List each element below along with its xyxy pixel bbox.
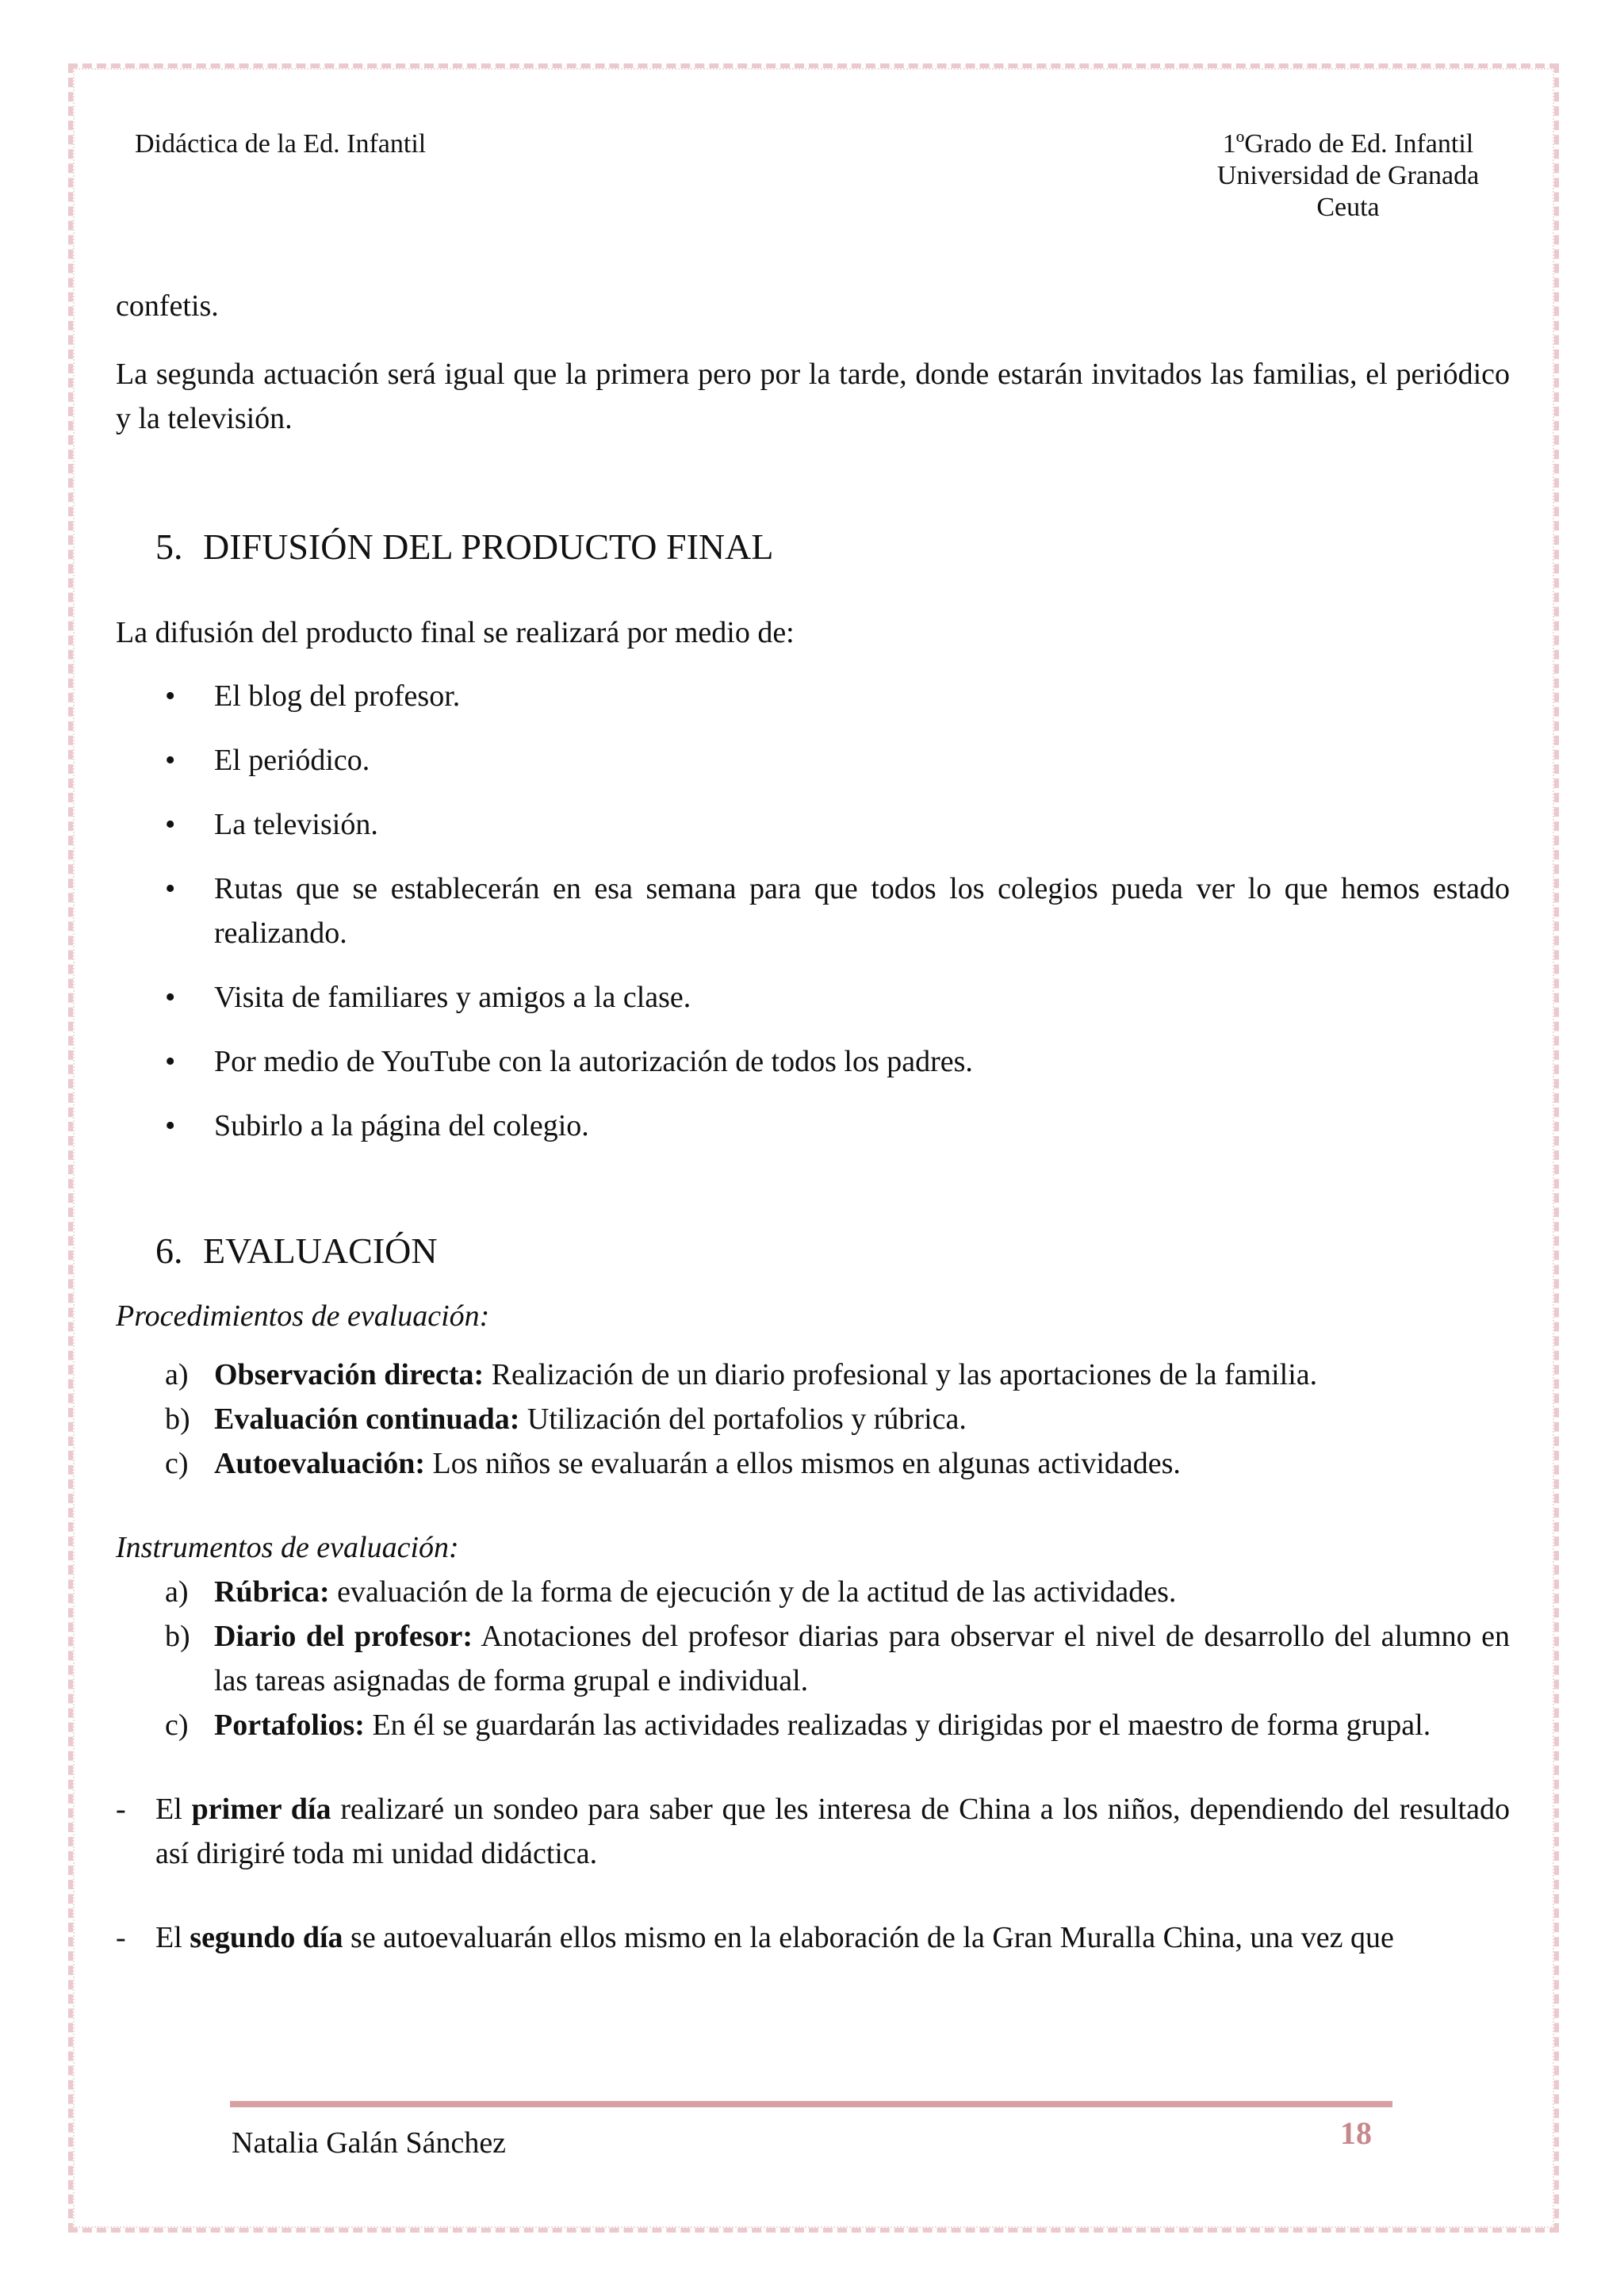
intro-paragraph: La segunda actuación será igual que la primera pero por la tarde, donde estarán invitados las familias, el periódico y la televisión. xyxy=(116,358,1510,435)
list-item: • Por medio de YouTube con la autorización de todos los padres. xyxy=(116,1039,1510,1084)
section-6-number: 6. xyxy=(155,1230,183,1271)
page-number: 18 xyxy=(1340,2115,1372,2151)
list-item: a) Rúbrica: evaluación de la forma de ejecución y de la actitud de las actividades. xyxy=(165,1575,1177,1609)
list-item: • Visita de familiares y amigos a la clase. xyxy=(116,975,1510,1020)
instruments-list xyxy=(116,1570,1510,1747)
list-item: • Rutas que se establecerán en esa semana para que todos los colegios pueda ver lo que hemos estado realizando. xyxy=(116,867,1510,955)
list-item: b) Evaluación continuada: Utilización del portafolios y rúbrica. xyxy=(165,1402,967,1436)
page-content xyxy=(116,284,1510,1960)
list-item: • El periódico. xyxy=(116,738,1510,783)
bullet-icon: • xyxy=(165,872,176,905)
section-5-lead: La difusión del producto final se realizará por medio de: xyxy=(116,616,795,649)
list-item: • Subirlo a la página del colegio. xyxy=(116,1104,1510,1148)
header-city: Ceuta xyxy=(1316,193,1380,222)
footer-rule xyxy=(230,2101,1392,2107)
list-item: • El blog del profesor. xyxy=(116,674,1510,718)
section-6-title: EVALUACIÓN xyxy=(203,1230,438,1271)
bullet-icon: • xyxy=(165,1109,176,1142)
bullet-icon: • xyxy=(165,1045,176,1078)
list-item: c) Autoevaluación: Los niños se evaluarán a ellos mismos en algunas actividades. xyxy=(165,1447,1181,1480)
footer-author: Natalia Galán Sánchez xyxy=(232,2126,507,2160)
section-5-title: DIFUSIÓN DEL PRODUCTO FINAL xyxy=(203,526,774,567)
bullet-icon: • xyxy=(165,744,176,777)
first-day-note: - El primer día realizaré un sondeo para saber que les interesa de China a los niños, dependiendo del resultado así dirigiré toda mi unidad didáctica. xyxy=(116,1793,1510,1870)
header-course: Didáctica de la Ed. Infantil xyxy=(135,129,427,159)
list-item: a) Observación directa: Realización de un diario profesional y las aportaciones de la familia. xyxy=(165,1358,1318,1391)
bullet-icon: • xyxy=(165,679,176,713)
second-day-note: - El segundo día se autoevaluarán ellos mismo en la elaboración de la Gran Muralla China, una vez que xyxy=(116,1921,1394,1954)
procedures-list xyxy=(116,1353,1510,1486)
dissemination-list xyxy=(116,674,1510,1148)
list-item: • La televisión. xyxy=(116,802,1510,847)
continuation-text: confetis. xyxy=(116,289,219,323)
section-5-number: 5. xyxy=(155,526,183,567)
section-6-heading xyxy=(155,1227,1510,1275)
header-degree: 1ºGrado de Ed. Infantil xyxy=(1222,129,1474,159)
header-institution xyxy=(1189,128,1507,224)
bullet-icon: • xyxy=(165,981,176,1014)
header-university: Universidad de Granada xyxy=(1216,161,1480,190)
procedures-label: Procedimientos de evaluación: xyxy=(116,1299,490,1333)
instruments-label: Instrumentos de evaluación: xyxy=(116,1531,459,1564)
list-item: c) Portafolios: En él se guardarán las actividades realizadas y dirigidas por el maestro de forma grupal. xyxy=(165,1709,1431,1742)
bullet-icon: • xyxy=(165,808,176,841)
section-5-heading xyxy=(155,523,1510,571)
list-item: b) Diario del profesor: Anotaciones del profesor diarias para observar el nivel de desarrollo del alumno en las tareas asignadas de forma grupal e individual. xyxy=(165,1620,1510,1697)
